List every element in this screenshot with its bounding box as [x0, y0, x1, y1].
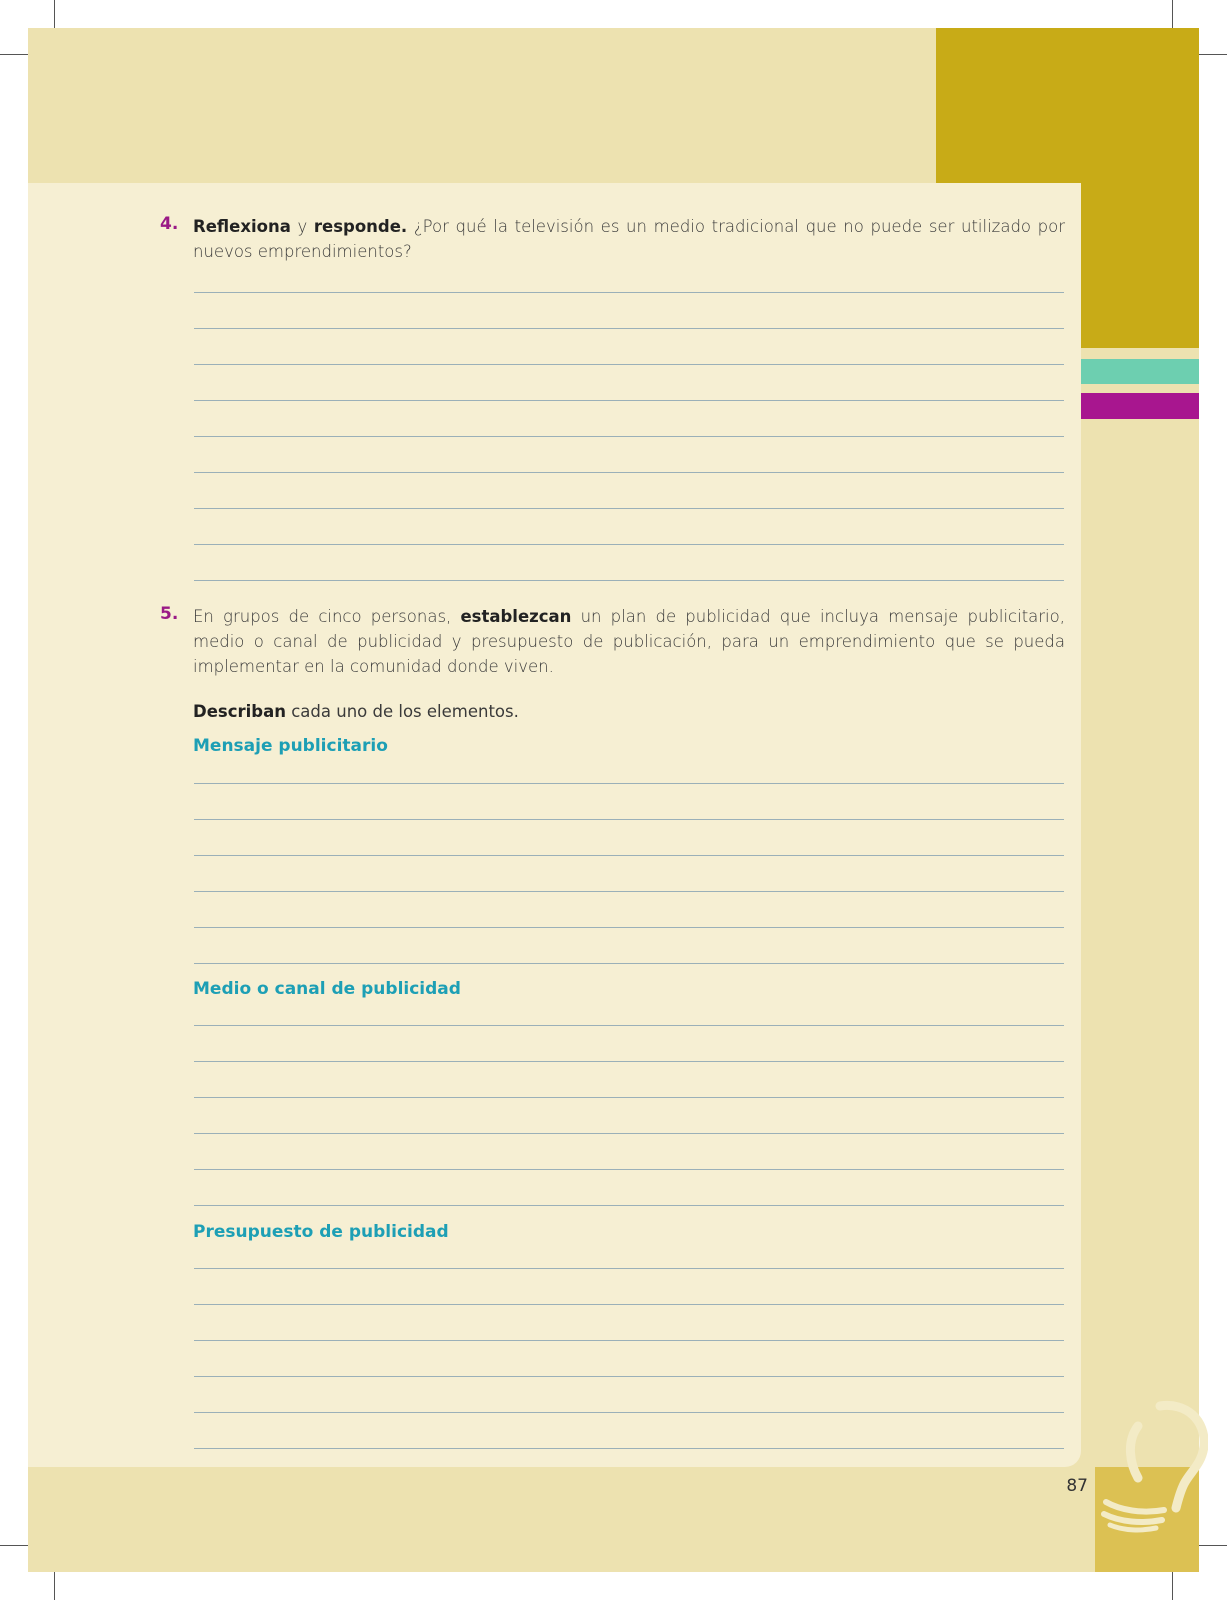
crop-mark: [1172, 0, 1173, 28]
writing-line[interactable]: [194, 436, 1064, 437]
magenta-strip: [1081, 393, 1199, 419]
writing-line[interactable]: [194, 1133, 1064, 1134]
page-number: 87: [1066, 1476, 1088, 1496]
writing-line[interactable]: [194, 1376, 1064, 1377]
writing-line[interactable]: [194, 927, 1064, 928]
question-text: ¿Por qué la televisión es un medio tradicional que no puede ser utilizado por nuevos emprendimientos?: [193, 217, 1066, 261]
section-heading: Presupuesto de publicidad: [193, 1222, 449, 1242]
writing-line[interactable]: [194, 819, 1064, 820]
writing-line[interactable]: [194, 508, 1064, 509]
writing-line[interactable]: [194, 328, 1064, 329]
writing-line[interactable]: [194, 1205, 1064, 1206]
answer-lines-mensaje[interactable]: [194, 783, 1064, 999]
writing-line[interactable]: [194, 544, 1064, 545]
writing-line[interactable]: [194, 891, 1064, 892]
writing-line[interactable]: [194, 1448, 1064, 1449]
crop-mark: [1199, 54, 1227, 55]
answer-lines-exercise-4[interactable]: [194, 292, 1064, 616]
writing-line[interactable]: [194, 1268, 1064, 1269]
writing-line[interactable]: [194, 364, 1064, 365]
writing-line[interactable]: [194, 1304, 1064, 1305]
action-verb: responde.: [313, 217, 408, 236]
crop-mark: [54, 1572, 55, 1600]
exercise-5-prompt: En grupos de cinco personas, establezcan un plan de publicidad que incluya mensaje publicitario, medio o canal de publicidad y presupuesto de publicación, para un emprendimiento que se pueda implementar en la comunidad donde viven.: [193, 607, 1065, 676]
writing-line[interactable]: [194, 963, 1064, 964]
crop-mark: [1172, 1572, 1173, 1600]
exercise-5: [160, 604, 1065, 724]
writing-line[interactable]: [194, 1097, 1064, 1098]
exercise-number: 5.: [160, 604, 179, 624]
writing-line[interactable]: [194, 855, 1064, 856]
writing-line[interactable]: [194, 783, 1064, 784]
lightbulb-icon: [1098, 1398, 1208, 1533]
writing-line[interactable]: [194, 1340, 1064, 1341]
writing-line[interactable]: [194, 400, 1064, 401]
writing-line[interactable]: [194, 1169, 1064, 1170]
writing-line[interactable]: [194, 1025, 1064, 1026]
exercise-number: 4.: [160, 214, 179, 234]
answer-lines-medio[interactable]: [194, 1025, 1064, 1241]
crop-mark: [1199, 1545, 1227, 1546]
exercise-4-prompt: Reflexiona y responde. ¿Por qué la televisión es un medio tradicional que no puede ser utilizado por nuevos emprendimientos?: [193, 217, 1066, 261]
crop-mark: [0, 1545, 28, 1546]
writing-line[interactable]: [194, 472, 1064, 473]
action-verb: Reflexiona: [193, 217, 291, 236]
exercise-4: [160, 214, 1065, 264]
writing-line[interactable]: [194, 1412, 1064, 1413]
action-verb: establezcan: [460, 607, 572, 626]
section-heading: Mensaje publicitario: [193, 736, 388, 756]
action-verb: Describan: [193, 702, 286, 721]
writing-line[interactable]: [194, 580, 1064, 581]
writing-line[interactable]: [194, 292, 1064, 293]
teal-strip: [1081, 359, 1199, 384]
writing-line[interactable]: [194, 1061, 1064, 1062]
section-heading: Medio o canal de publicidad: [193, 979, 461, 999]
instruction: Describan cada uno de los elementos.: [193, 702, 519, 721]
answer-lines-presupuesto[interactable]: [194, 1268, 1064, 1484]
crop-mark: [54, 0, 55, 28]
crop-mark: [0, 54, 28, 55]
